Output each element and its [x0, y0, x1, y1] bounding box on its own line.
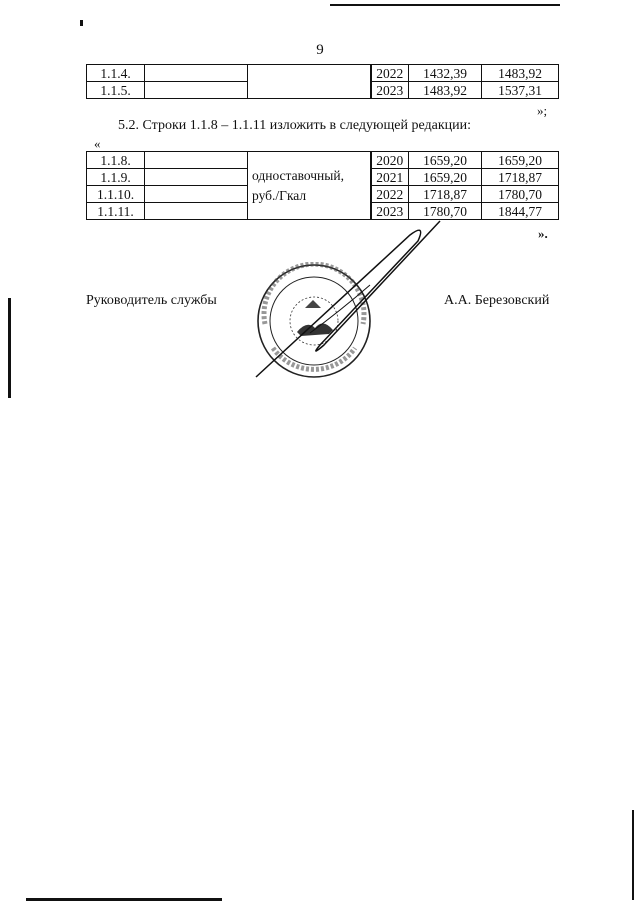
unit-cell	[248, 65, 371, 99]
row-value-1: 1659,20	[409, 152, 482, 169]
empty-cell	[145, 65, 248, 82]
row-value-2: 1537,31	[482, 82, 559, 99]
scan-artifact	[26, 898, 222, 901]
empty-cell	[145, 203, 248, 220]
row-code: 1.1.11.	[87, 203, 145, 220]
row-value-1: 1659,20	[409, 169, 482, 186]
row-value-2: 1844,77	[482, 203, 559, 220]
empty-cell	[145, 169, 248, 186]
row-year: 2020	[371, 152, 409, 169]
empty-cell	[145, 152, 248, 169]
row-value-2: 1780,70	[482, 186, 559, 203]
row-year: 2021	[371, 169, 409, 186]
scan-artifact	[632, 810, 634, 900]
unit-line-2: руб./Гкал	[252, 187, 307, 203]
row-value-2: 1483,92	[482, 65, 559, 82]
tariff-table-top	[86, 64, 559, 99]
row-code: 1.1.5.	[87, 82, 145, 99]
table-row	[87, 152, 559, 169]
row-value-2: 1718,87	[482, 169, 559, 186]
row-code: 1.1.9.	[87, 169, 145, 186]
scan-artifact	[80, 20, 83, 26]
unit-line-1: одноставочный,	[252, 167, 344, 183]
row-code: 1.1.4.	[87, 65, 145, 82]
signatory-position: Руководитель службы	[86, 293, 217, 308]
amendment-paragraph: 5.2. Строки 1.1.8 – 1.1.11 изложить в следующей редакции:	[118, 118, 471, 133]
signatory-name: А.А. Березовский	[444, 293, 550, 308]
row-code: 1.1.10.	[87, 186, 145, 203]
scan-artifact	[330, 4, 560, 6]
scan-artifact	[8, 298, 11, 398]
row-value-1: 1483,92	[409, 82, 482, 99]
row-year: 2022	[371, 186, 409, 203]
row-year: 2023	[371, 82, 409, 99]
row-value-2: 1659,20	[482, 152, 559, 169]
closing-quote-top: »;	[537, 103, 548, 118]
row-value-1: 1718,87	[409, 186, 482, 203]
row-year: 2023	[371, 203, 409, 220]
opening-quote: «	[94, 136, 101, 151]
signature-stroke	[250, 215, 450, 385]
page-number: 9	[316, 42, 324, 58]
row-year: 2022	[371, 65, 409, 82]
empty-cell	[145, 82, 248, 99]
empty-cell	[145, 186, 248, 203]
row-value-1: 1432,39	[409, 65, 482, 82]
table-row	[87, 65, 559, 82]
closing-quote-bottom: ».	[538, 226, 548, 241]
tariff-table-bottom	[86, 151, 559, 220]
row-code: 1.1.8.	[87, 152, 145, 169]
unit-cell	[248, 152, 371, 220]
row-value-1: 1780,70	[409, 203, 482, 220]
